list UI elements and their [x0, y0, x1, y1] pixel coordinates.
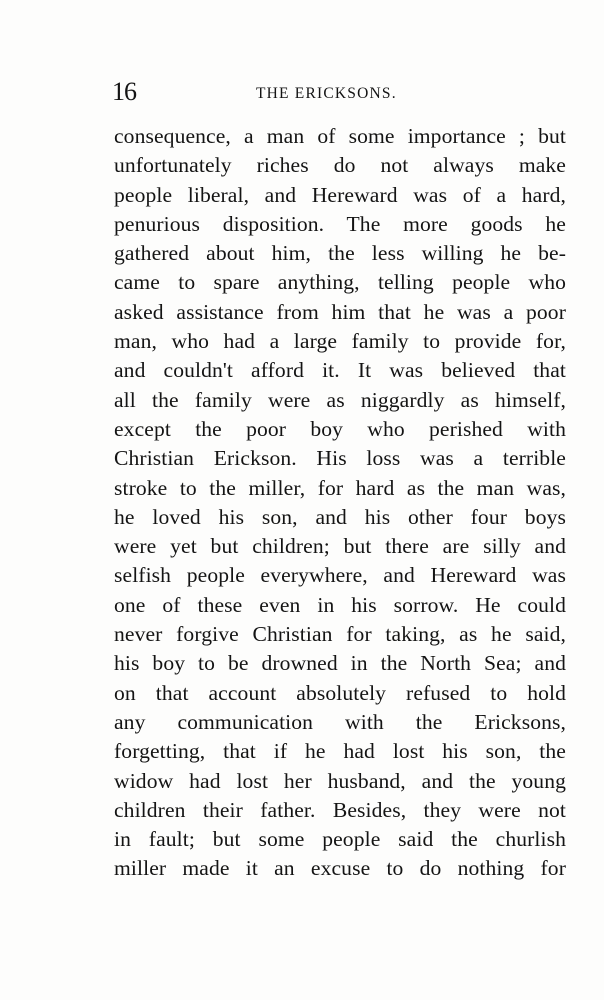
text-line: unfortunately riches do not always make: [114, 153, 566, 178]
text-line: never forgive Christian for taking, as he said,: [114, 622, 566, 647]
running-head: THE ERICKSONS.: [256, 85, 397, 102]
text-line: any communication with the Ericksons,: [114, 709, 566, 734]
text-line: all the family were as niggardly as himself,: [114, 387, 566, 412]
text-line: on that account absolutely refused to hold: [114, 680, 566, 705]
text-line: his boy to be drowned in the North Sea; and: [114, 651, 566, 676]
text-line: except the poor boy who perished with: [114, 416, 566, 441]
text-line: penurious disposition. The more goods he: [114, 211, 566, 236]
text-line: gathered about him, the less willing he be-: [114, 241, 566, 266]
text-line: widow had lost her husband, and the young: [114, 768, 566, 793]
text-line: asked assistance from him that he was a poor: [114, 299, 566, 324]
text-line: stroke to the miller, for hard as the man was,: [114, 475, 566, 500]
text-line: selfish people everywhere, and Hereward was: [114, 563, 566, 588]
text-line: man, who had a large family to provide for,: [114, 329, 566, 354]
text-line: forgetting, that if he had lost his son, the: [114, 739, 566, 764]
text-line: in fault; but some people said the churlish: [114, 827, 566, 852]
body-text: [114, 122, 566, 884]
text-line: one of these even in his sorrow. He could: [114, 592, 566, 617]
text-line: miller made it an excuse to do nothing for: [114, 856, 566, 881]
text-line: children their father. Besides, they were not: [114, 797, 566, 822]
text-line: and couldn't afford it. It was believed that: [114, 358, 566, 383]
text-line: people liberal, and Hereward was of a hard,: [114, 182, 566, 207]
text-line: he loved his son, and his other four boys: [114, 504, 566, 529]
text-line: were yet but children; but there are silly and: [114, 534, 566, 559]
text-line: consequence, a man of some importance ; but: [114, 124, 566, 148]
page-number: 16: [112, 77, 136, 106]
text-line: Christian Erickson. His loss was a terrible: [114, 446, 566, 471]
text-line: came to spare anything, telling people who: [114, 270, 566, 295]
